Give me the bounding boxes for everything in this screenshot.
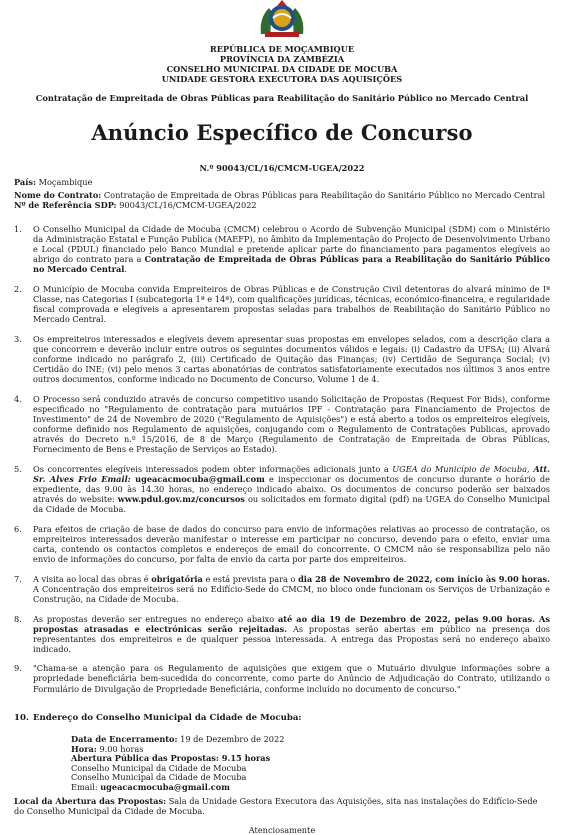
clause-2 bbox=[14, 284, 550, 324]
header-republic: REPÚBLICA DE MOÇAMBIQUE bbox=[209, 44, 355, 54]
section-title: Endereço do Conselho Municipal da Cidade de Mocuba: bbox=[33, 713, 302, 723]
clause-number: 4. bbox=[14, 393, 22, 404]
clause-text: O Município de Mocuba convida Empreiteiros de Obras Públicas e de Construção Civil detentoras do alvará mínimo de Iª Classe, nas Categorias I (subcategoria 1ª e 14ª), com qualificações jurídicas, técnicas, económico-financeira, e regularidade fiscal comprovada e elegíveis a apresentarem propostas seladas para trabalhos de Reabilitação do Sanitário Público no Mercado Central. bbox=[33, 283, 550, 325]
header-council: CONSELHO MUNICIPAL DA CIDADE DE MOCUBA bbox=[166, 64, 398, 74]
clause-text: ou solicitados em formato digital (pdf) na UGEA do Conselho Municipal da Cidade de Mocuba. bbox=[33, 494, 550, 515]
clause-text: O Conselho Municipal da Cidade de Mocuba (CMCM) celebrou o Acordo de Subvenção Municipal (SDM) com o Ministério da Administração Estatal e Função Publica (MAEFP), no âmbito da Implementação do Projecto de Desenvolvimento Urbano e Local (PDUL) financiado pelo Banco Mundial e pretende aplicar parte do financiamento para pagamentos elegíveis ao abrigo do contrato para a bbox=[33, 224, 550, 265]
clause-text: . bbox=[124, 264, 127, 275]
meta-contract-label: Nome do Contrato: bbox=[14, 190, 102, 200]
clause-number: 6. bbox=[14, 523, 22, 534]
clause-text: A Concentração dos empreiteiros será no Edifício-Sede do CMCM, no bloco onde funcionam os Serviços de Urbanização e Construção, na Cidade de Mocuba. bbox=[33, 583, 550, 604]
closing-date-label: Data de Encerramento: bbox=[71, 734, 178, 744]
clause-text: Os empreiteiros interessados e elegíveis devem apresentar suas propostas em envelopes selados, com a descrição clara a que concorrem e deverão incluir entre outros os seguintes documentos válidos e legais: (i) Cadastro da UFSA; (ii) Alvará conforme indicado no parágrafo 2, (iii) Certificado de Quitação das Finanças; (iv) Certidão de Segurança Social; (v) Certidão do INE; (vi) pelo menos 3 cartas abonatórias de contratos satisfatoriamente executados nos últimos 3 anos entre outros documentos, conforme indicado no Documento de Concurso, Volume 1 de 4. bbox=[33, 333, 550, 385]
meta-sdp-label: Nº de Referência SDP: bbox=[14, 200, 117, 210]
closing-salutation: Atenciosamente bbox=[248, 825, 316, 835]
meta-sdp-value: 90043/CL/16/CMCM-UGEA/2022 bbox=[119, 200, 257, 210]
section-number: 10. bbox=[14, 713, 29, 723]
clause-text: Para efeitos de criação de base de dados do concurso para envio de informações relativas ao processo de contratação, os empreiteiros interessados deverão manifestar o interesse em participar no concurso, devendo para o efeito, enviar uma carta, contendo os contactos completos e endereços de email do concorrente. O CMCM não se responsabiliza pelo não envio de informações do concurso, por falta de envio da carta por parte dos empreiteiros. bbox=[33, 523, 550, 565]
hour-value: 9.00 horas bbox=[96, 743, 144, 754]
clause-6 bbox=[14, 524, 550, 564]
clause-text: e inspeccionar os documentos de concurso durante o horário de expediente, das 9.00 às 14.30 horas, no endereço indicado abaixo. Os documentos de concurso poderão ser baixados através do website: bbox=[33, 473, 550, 505]
clause-bold: até ao dia 19 de Dezembro de 2022, pelas 9.00 horas. As propostas atrasadas e electrónicas serão rejeitadas. bbox=[33, 613, 550, 634]
page-title: Anúncio Específico de Concurso bbox=[91, 120, 473, 145]
clause-text: "Chama-se a atenção para os Regulamento de aquisições que exigem que o Mutuário divulgue informações sobre a propriedade beneficiária bem-sucedida do concorrente, como parte do Anúncio de Adjudicação do Contrato, utilizando o Formulário de Divulgação de Propriedade Beneficiária, conforme incluído no documento de concurso." bbox=[33, 663, 550, 694]
clause-5 bbox=[14, 464, 550, 514]
clause-italic: UGEA do Município de Mocuba, bbox=[392, 463, 530, 474]
email-line bbox=[71, 783, 284, 793]
meta-contract-value: Contratação de Empreitada de Obras Públicas para Reabilitação do Sanitário Público no Mercado Central bbox=[103, 190, 546, 200]
contact-email: ugeacacmocuba@gmail.com bbox=[130, 473, 265, 484]
clause-text: A visita ao local das obras é bbox=[33, 573, 152, 584]
meta-country-value: Moçambique bbox=[38, 177, 93, 187]
clause-3 bbox=[14, 334, 550, 384]
email-label: Email: bbox=[71, 781, 101, 792]
clause-4 bbox=[14, 394, 550, 455]
header-province: PROVÍNCIA DA ZAMBÉZIA bbox=[219, 54, 345, 64]
clause-9 bbox=[14, 663, 550, 693]
clause-number: 2. bbox=[14, 283, 22, 294]
reference-number: N.º 90043/CL/16/CMCM-UGEA/2022 bbox=[199, 163, 365, 173]
clause-number: 7. bbox=[14, 573, 22, 584]
clause-number: 5. bbox=[14, 463, 22, 474]
meta-contract bbox=[14, 190, 545, 200]
header-unit: UNIDADE GESTORA EXECUTORA DAS AQUISIÇÕES bbox=[161, 74, 403, 84]
opening-location bbox=[14, 796, 544, 816]
section-10-heading bbox=[14, 713, 302, 723]
clause-bold: Contratação de Empreitada de Obras Públicas para a Reabilitação do Sanitário Público no Mercado Central bbox=[33, 254, 551, 275]
address-details bbox=[71, 735, 284, 793]
meta-country-label: País: bbox=[14, 177, 36, 187]
clause-number: 9. bbox=[14, 663, 22, 674]
clause-bold: obrigatória bbox=[151, 573, 203, 584]
opening-text: Abertura Pública das Propostas: 9.15 horas bbox=[71, 753, 271, 764]
clause-number: 8. bbox=[14, 613, 22, 624]
clause-number: 3. bbox=[14, 333, 22, 344]
clause-7 bbox=[14, 574, 550, 604]
clause-8 bbox=[14, 614, 550, 654]
document-subject: Contratação de Empreitada de Obras Públicas para Reabilitação do Sanitário Público no Mercado Central bbox=[35, 93, 529, 103]
clause-text: As propostas serão abertas em público na presença dos representantes dos empreiteiros e de qualquer pessoa interessada. A entrega das Propostas será no endereço abaixo indicado. bbox=[33, 623, 550, 654]
meta-country bbox=[14, 177, 92, 187]
clauses-list bbox=[14, 224, 550, 703]
opening-location-value: Sala da Unidade Gestora Executora das Aquisições, sita nas instalações do Edifício-Sede do Conselho Municipal da Cidade de Mocuba. bbox=[14, 796, 538, 816]
opening-location-label: Local da Abertura das Propostas: bbox=[14, 796, 167, 806]
closing-date-value: 19 de Dezembro de 2022 bbox=[177, 734, 285, 744]
coat-of-arms-icon bbox=[255, 0, 309, 40]
clause-number: 1. bbox=[14, 224, 22, 234]
clause-text: Os concorrentes elegíveis interessados podem obter informações adicionais junto a bbox=[33, 463, 393, 474]
clause-text: O Processo será conduzido através de concurso competitivo usando Solicitação de Propostas (Request For Bids), conforme especificado no "Regulamento de contratação para mutuários IPF - Contratação para Financiamento de Projectos de Investimento" de 24 de Novembro de 2020 ("Regulamento de Aquisições") e está aberto a todos os empreiteiros elegíveis, conforme definido nos Regulamento de aquisições, conjugando com o Regulamento de Contratações Publicas, aprovado através do Decreto n.º 15/2016, de 8 de Março (Regulamento de Contratação de Empreitada de Obras Públicas, Fornecimento de Bens e Prestação de Serviços ao Estado). bbox=[33, 393, 550, 455]
website-link[interactable]: www.pdul.gov.mz/concursos bbox=[117, 494, 245, 505]
clause-text: e está prevista para o bbox=[202, 573, 299, 584]
meta-sdp bbox=[14, 200, 257, 210]
clause-1 bbox=[14, 224, 550, 274]
clause-bold-italic: Att. Sr. Alves Frio Email: bbox=[33, 463, 550, 484]
address-line-2: Conselho Municipal da Cidade de Mocuba bbox=[71, 772, 247, 783]
clause-text: As propostas deverão ser entregues no endereço abaixo bbox=[33, 613, 278, 624]
clause-bold: dia 28 de Novembro de 2022, com início às 9.00 horas. bbox=[298, 573, 550, 584]
email-value[interactable]: ugeacacmocuba@gmail.com bbox=[100, 781, 230, 792]
hour-label: Hora: bbox=[71, 743, 97, 754]
address-line-1: Conselho Municipal da Cidade de Mocuba bbox=[71, 762, 247, 773]
